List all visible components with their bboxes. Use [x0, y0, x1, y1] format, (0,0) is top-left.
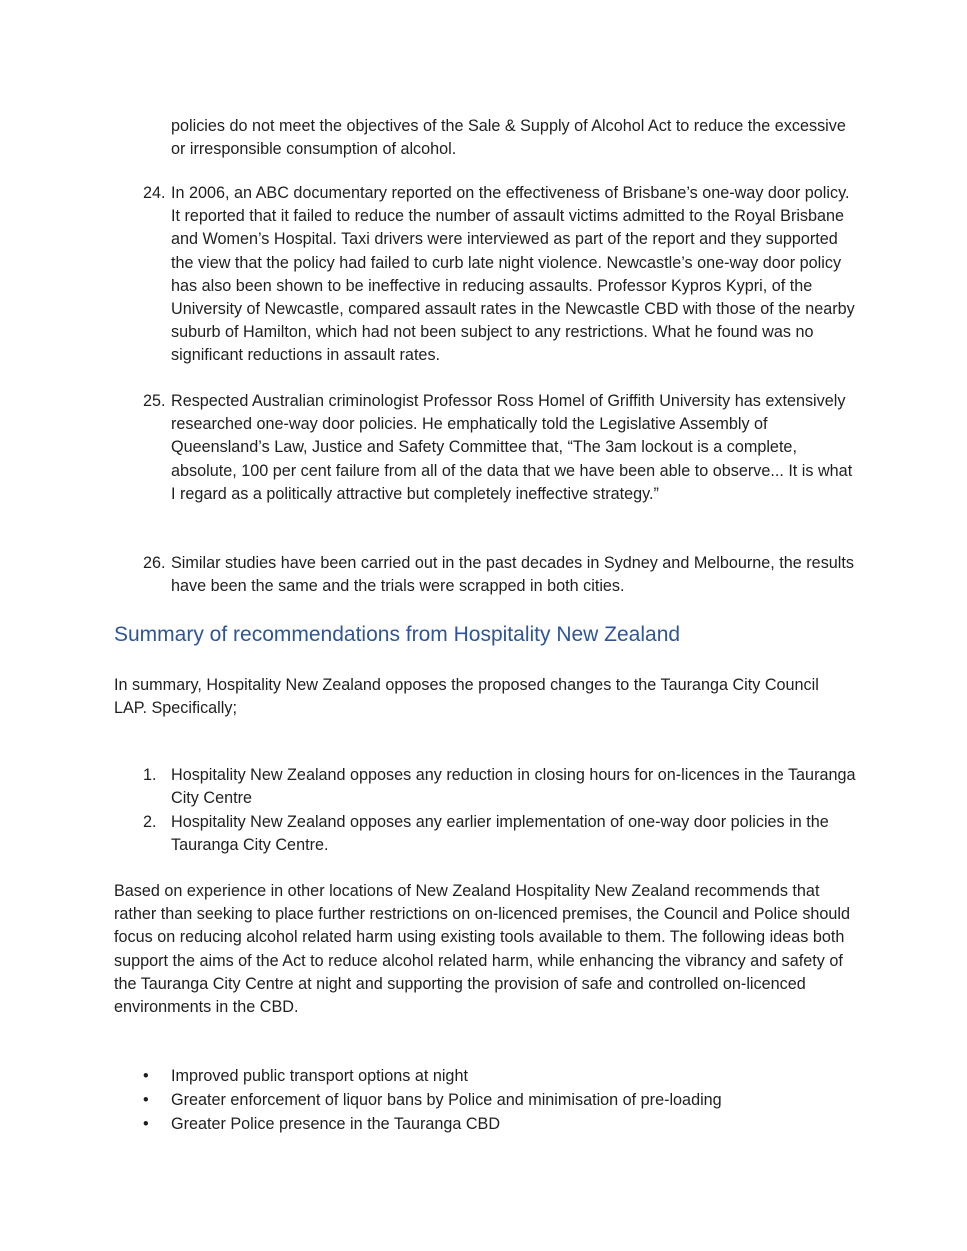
numbered-paragraph-26: [143, 552, 858, 598]
paragraph-text: Similar studies have been carried out in the past decades in Sydney and Melbourne, the results have been the same and the trials were scrapped in both cities.: [171, 554, 854, 596]
recommendation-item: [143, 764, 858, 810]
paragraph-number: 25.: [143, 392, 166, 410]
list-item-text: Hospitality New Zealand opposes any earlier implementation of one-way door policies in the Tauranga City Centre.: [171, 813, 829, 855]
list-item-text: Improved public transport options at night: [171, 1067, 468, 1085]
continued-paragraph: policies do not meet the objectives of the Sale & Supply of Alcohol Act to reduce the excessive or irresponsible consumption of alcohol.: [171, 117, 846, 159]
idea-bullet-item: [143, 1113, 858, 1136]
summary-intro-paragraph: In summary, Hospitality New Zealand opposes the proposed changes to the Tauranga City Council LAP. Specifically;: [114, 676, 819, 718]
ideas-intro-paragraph: Based on experience in other locations of New Zealand Hospitality New Zealand recommends that rather than seeking to place further restrictions on on-licenced premises, the Council and Police should focus on reducing alcohol related harm using existing tools available to them. The following ideas both support the aims of the Act to reduce alcohol related harm, while enhancing the vibrancy and safety of the Tauranga City Centre at night and supporting the provision of safe and controlled on-licenced environments in the CBD.: [114, 882, 851, 1017]
idea-bullet-item: [143, 1065, 858, 1088]
list-number: 2.: [143, 813, 157, 831]
numbered-paragraph-25: [143, 390, 858, 506]
paragraph-number: 26.: [143, 554, 166, 572]
list-item-text: Hospitality New Zealand opposes any reduction in closing hours for on-licences in the Tauranga City Centre: [171, 766, 856, 808]
paragraph-text: In 2006, an ABC documentary reported on the effectiveness of Brisbane’s one-way door policy. It reported that it failed to reduce the number of assault victims admitted to the Royal Brisbane and Women’s Hospital. Taxi drivers were interviewed as part of the report and they supported the view that the policy had failed to curb late night violence. Newcastle’s one-way door policy has also been shown to be ineffective in reducing assaults. Professor Kypros Kypri, of the University of Newcastle, compared assault rates in the Newcastle CBD with those of the nearby suburb of Hamilton, which had not been subject to any restrictions. What he found was no significant reductions in assault rates.: [171, 184, 855, 365]
list-item-text: Greater Police presence in the Tauranga CBD: [171, 1115, 501, 1133]
paragraph-number: 24.: [143, 184, 166, 202]
list-number: 1.: [143, 766, 157, 784]
section-heading: Summary of recommendations from Hospitality New Zealand: [114, 623, 681, 646]
list-item-text: Greater enforcement of liquor bans by Police and minimisation of pre-loading: [171, 1091, 722, 1109]
paragraph-text: Respected Australian criminologist Professor Ross Homel of Griffith University has extensively researched one-way door policies. He emphatically told the Legislative Assembly of Queensland’s Law, Justice and Safety Committee that, “The 3am lockout is a complete, absolute, 100 per cent failure from all of the data that we have been able to observe... It is what I regard as a politically attractive but completely ineffective strategy.”: [171, 392, 853, 503]
bullet-icon: •: [143, 1115, 149, 1133]
recommendation-item: [143, 811, 858, 857]
numbered-paragraph-24: [143, 182, 858, 368]
bullet-icon: •: [143, 1067, 149, 1085]
bullet-icon: •: [143, 1091, 149, 1109]
idea-bullet-item: [143, 1089, 858, 1112]
